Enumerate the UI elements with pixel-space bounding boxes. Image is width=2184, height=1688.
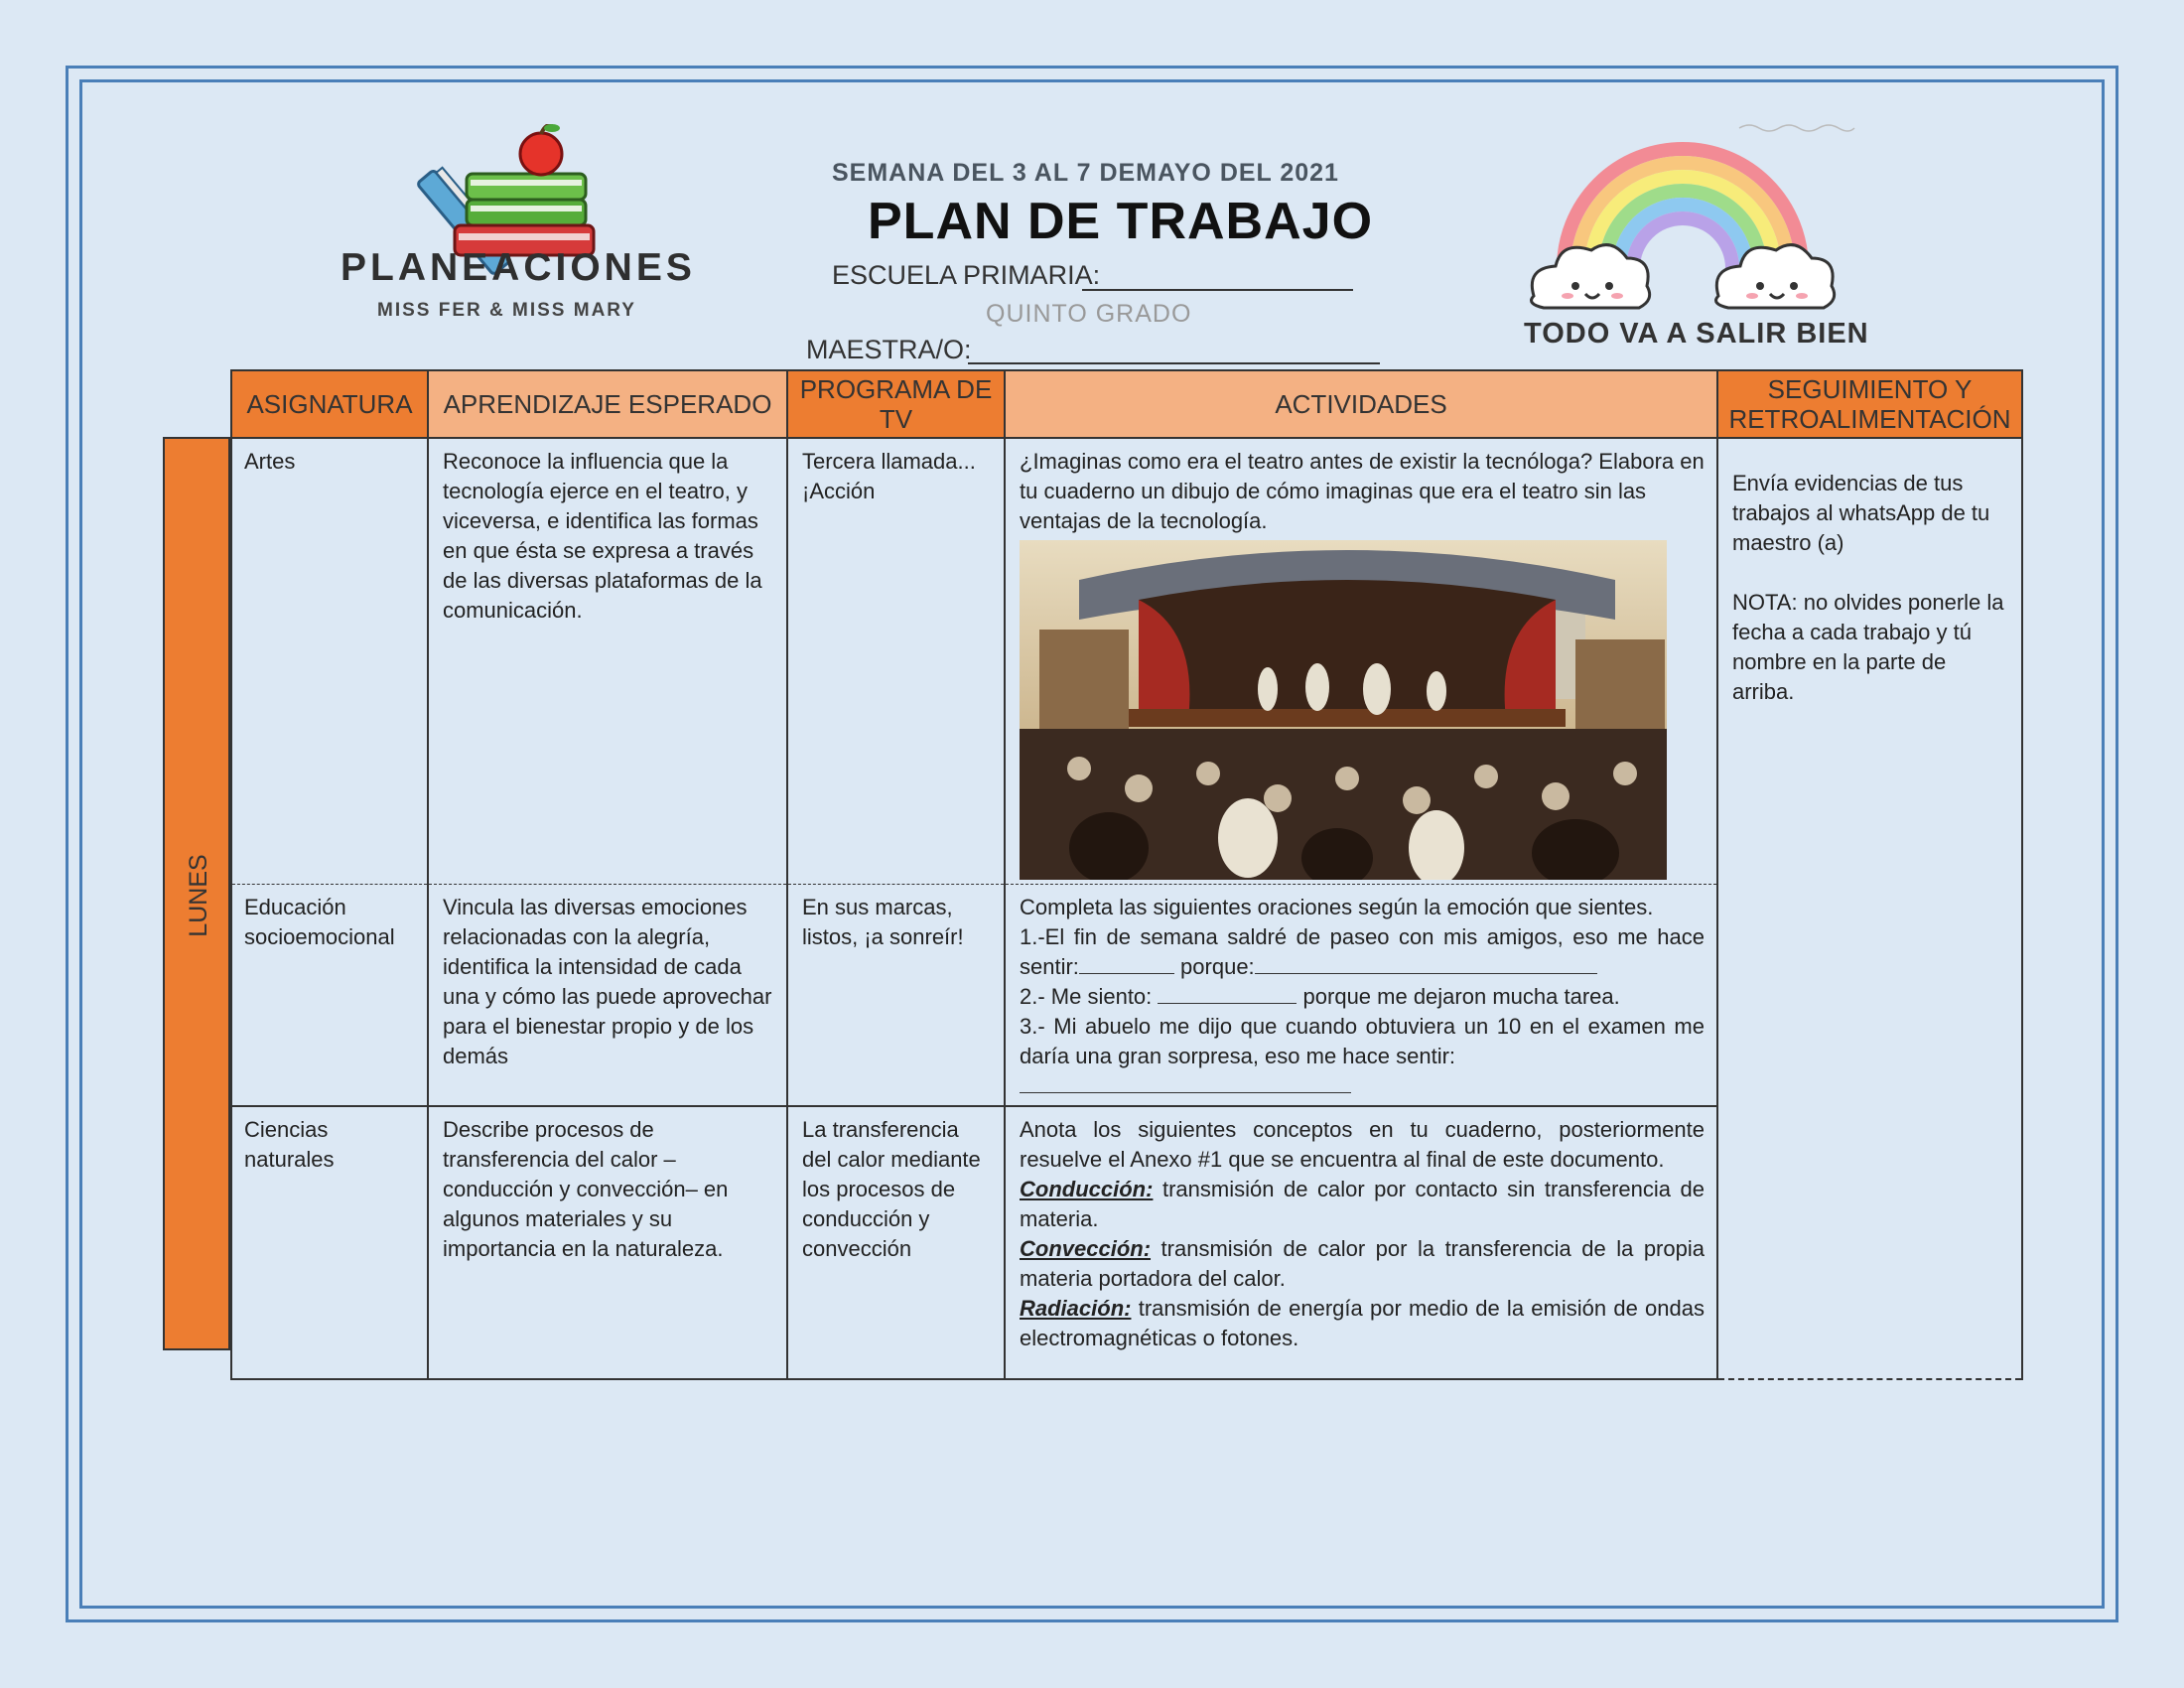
header-seguimiento: SEGUIMIENTO Y RETROALIMENTACIÓN bbox=[1717, 370, 2022, 438]
subject-cell: Artes bbox=[231, 438, 428, 885]
learning-cell: Reconoce la influencia que la tecnología ejerce en el teatro, y viceversa, e identifica las formas en que ésta se expresa a través de las diversas plataformas de la comunicación. bbox=[428, 438, 787, 885]
followup-text: Envía evidencias de tus trabajos al whatsApp de tu maestro (a) bbox=[1732, 471, 1990, 555]
learning-cell: Vincula las diversas emociones relacionadas con la alegría, identifica la intensidad de cada una y cómo las puede aprovechar para el bienestar propio y de los demás bbox=[428, 885, 787, 1107]
header-actividades: ACTIVIDADES bbox=[1005, 370, 1717, 438]
concept-conveccion: Convección: transmisión de calor por la transferencia de la propia materia portadora del calor. bbox=[1020, 1236, 1705, 1291]
subject-cell: Ciencias naturales bbox=[231, 1106, 428, 1379]
header-programa-tv: PROGRAMA DE TV bbox=[787, 370, 1005, 438]
day-label: LUNES bbox=[185, 854, 212, 937]
activity-intro: Completa las siguientes oraciones según la emoción que sientes. bbox=[1020, 895, 1654, 919]
tv-program-cell: Tercera llamada... ¡Acción bbox=[787, 438, 1005, 885]
answer-blank[interactable] bbox=[1158, 982, 1297, 1004]
activity-cell bbox=[1005, 1106, 1717, 1379]
table-row bbox=[231, 438, 2022, 885]
concept-radiacion: Radiación: transmisión de energía por medio de la emisión de ondas electromagnéticas o fotones. bbox=[1020, 1296, 1705, 1350]
activity-text: ¿Imaginas como era el teatro antes de existir la tecnóloga? Elabora en tu cuaderno un dibujo de cómo imaginas que era el teatro sin las ventajas de la tecnología. bbox=[1020, 449, 1705, 533]
activity-question-2: 2.- Me siento: porque me dejaron mucha tarea. bbox=[1020, 984, 1620, 1009]
concept-conduccion: Conducción: transmisión de calor por contacto sin transferencia de materia. bbox=[1020, 1177, 1705, 1231]
activity-cell bbox=[1005, 885, 1717, 1107]
logo-title: PLANEACIONES bbox=[341, 246, 696, 289]
historic-theatre-painting bbox=[1020, 540, 1667, 880]
answer-blank[interactable] bbox=[1255, 952, 1597, 974]
page-title: PLAN DE TRABAJO bbox=[868, 193, 1374, 250]
answer-blank[interactable] bbox=[1079, 952, 1174, 974]
learning-cell: Describe procesos de transferencia del calor –conducción y convección– en algunos materiales y su importancia en la naturaleza. bbox=[428, 1106, 787, 1379]
answer-blank[interactable] bbox=[1020, 1071, 1351, 1093]
activity-question-1: 1.-El fin de semana saldré de paseo con mis amigos, eso me hace sentir: porque: bbox=[1020, 924, 1705, 979]
work-plan-table bbox=[230, 369, 2023, 1380]
teacher-blank-line[interactable] bbox=[968, 362, 1380, 364]
table-header-row bbox=[231, 370, 2022, 438]
tv-program-cell: La transferencia del calor mediante los procesos de conducción y convección bbox=[787, 1106, 1005, 1379]
header-asignatura: ASIGNATURA bbox=[231, 370, 428, 438]
grade-label: QUINTO GRADO bbox=[986, 300, 1192, 328]
followup-note: NOTA: no olvides ponerle la fecha a cada trabajo y tú nombre en la parte de arriba. bbox=[1732, 590, 2004, 704]
week-label: SEMANA DEL 3 AL 7 DEMAYO DEL 2021 bbox=[832, 159, 1339, 187]
activity-cell bbox=[1005, 438, 1717, 885]
school-blank-line[interactable] bbox=[1082, 289, 1353, 291]
rainbow-caption: TODO VA A SALIR BIEN bbox=[1524, 318, 1869, 350]
watermark-scribble bbox=[1737, 121, 1856, 135]
day-column bbox=[163, 437, 230, 1350]
activity-intro: Anota los siguientes conceptos en tu cuaderno, posteriormente resuelve el Anexo #1 que se encuentra al final de este documento. bbox=[1020, 1117, 1705, 1172]
subject-cell: Educación socioemocional bbox=[231, 885, 428, 1107]
tv-program-cell: En sus marcas, listos, ¡a sonreír! bbox=[787, 885, 1005, 1107]
teacher-label: MAESTRA/O: bbox=[806, 335, 972, 364]
activity-question-3: 3.- Mi abuelo me dijo que cuando obtuviera un 10 en el examen me daría una gran sorpresa, eso me hace sentir: bbox=[1020, 1012, 1705, 1101]
rainbow-clouds-illustration bbox=[1524, 119, 1842, 318]
school-label: ESCUELA PRIMARIA: bbox=[832, 260, 1101, 290]
header-aprendizaje: APRENDIZAJE ESPERADO bbox=[428, 370, 787, 438]
followup-cell bbox=[1717, 438, 2022, 1379]
logo-subtitle: MISS FER & MISS MARY bbox=[377, 300, 636, 321]
